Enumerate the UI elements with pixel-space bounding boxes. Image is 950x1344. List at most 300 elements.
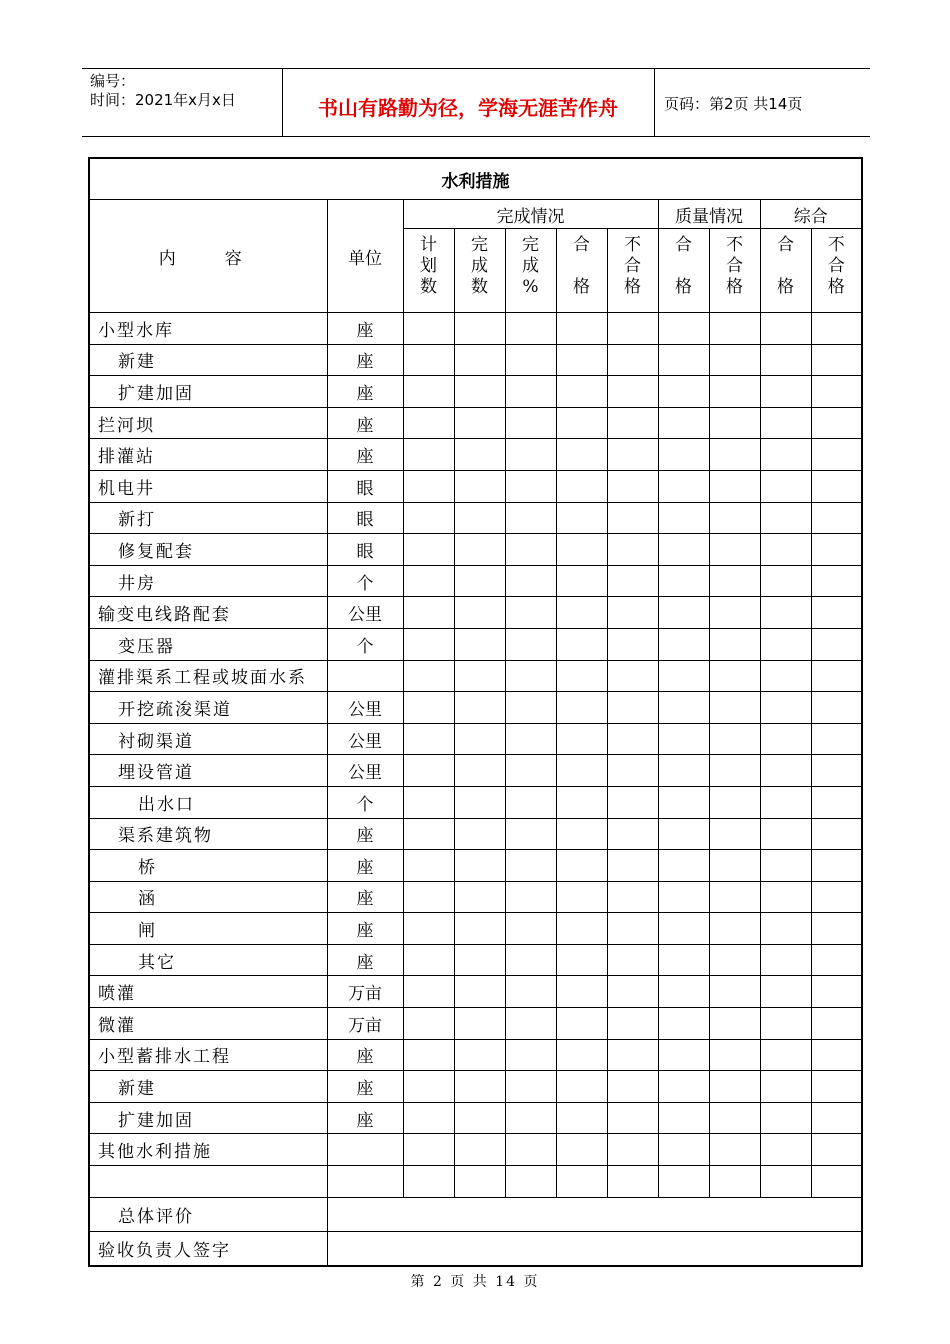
data-cell[interactable] [505,313,556,345]
data-cell[interactable] [760,470,811,502]
data-cell[interactable] [709,881,760,913]
data-cell[interactable] [658,470,709,502]
data-cell[interactable] [760,881,811,913]
data-cell[interactable] [811,1071,862,1103]
row-unit: 座 [327,439,403,471]
row-unit: 眼 [327,534,403,566]
data-cell[interactable] [403,1008,454,1040]
data-cell[interactable] [760,534,811,566]
data-cell[interactable] [454,786,505,818]
data-cell[interactable] [811,1008,862,1040]
data-cell[interactable] [556,1039,607,1071]
data-cell[interactable] [811,376,862,408]
data-cell[interactable] [709,913,760,945]
data-cell[interactable] [454,755,505,787]
data-cell[interactable] [556,313,607,345]
data-cell[interactable] [556,850,607,882]
water-measures-table [88,157,863,1267]
data-cell[interactable] [403,1134,454,1166]
data-cell[interactable] [811,407,862,439]
row-unit: 座 [327,944,403,976]
data-cell[interactable] [403,1166,454,1198]
data-cell[interactable] [607,313,658,345]
data-cell[interactable] [607,881,658,913]
data-cell[interactable] [505,1008,556,1040]
data-cell[interactable] [709,944,760,976]
data-cell[interactable] [658,850,709,882]
data-cell[interactable] [607,407,658,439]
data-cell[interactable] [403,439,454,471]
data-cell[interactable] [454,692,505,724]
data-cell[interactable] [454,470,505,502]
header-top-rule [82,68,870,69]
data-cell[interactable] [709,818,760,850]
row-label: 新建 [89,344,327,376]
data-cell[interactable] [403,470,454,502]
data-cell[interactable] [709,1166,760,1198]
data-cell[interactable] [760,597,811,629]
data-cell[interactable] [760,944,811,976]
data-cell[interactable] [607,376,658,408]
data-cell[interactable] [709,313,760,345]
data-cell[interactable] [556,944,607,976]
data-cell[interactable] [760,1134,811,1166]
data-cell[interactable] [658,1039,709,1071]
data-cell[interactable] [607,1134,658,1166]
table-row [89,660,862,692]
data-cell[interactable] [811,1134,862,1166]
data-cell[interactable] [811,344,862,376]
data-cell[interactable] [709,1071,760,1103]
data-cell[interactable] [811,944,862,976]
data-cell[interactable] [454,1008,505,1040]
data-cell[interactable] [658,534,709,566]
sub-header-qualified: 合 格 [556,229,607,313]
data-cell[interactable] [454,850,505,882]
data-cell[interactable] [658,376,709,408]
data-cell[interactable] [505,565,556,597]
data-cell[interactable] [658,628,709,660]
data-cell[interactable] [454,376,505,408]
table-row [89,470,862,502]
data-cell[interactable] [811,755,862,787]
data-cell[interactable] [658,881,709,913]
data-cell[interactable] [556,344,607,376]
data-cell[interactable] [607,1008,658,1040]
data-cell[interactable] [607,723,658,755]
data-cell[interactable] [811,1166,862,1198]
data-cell[interactable] [556,755,607,787]
data-cell[interactable] [811,818,862,850]
data-cell[interactable] [811,597,862,629]
data-cell[interactable] [658,565,709,597]
data-cell[interactable] [505,723,556,755]
row-label: 小型水库 [89,313,327,345]
signature-field[interactable] [327,1231,862,1266]
data-cell[interactable] [556,407,607,439]
table-row [89,376,862,408]
row-unit: 座 [327,313,403,345]
data-cell[interactable] [709,786,760,818]
data-cell[interactable] [811,439,862,471]
data-cell[interactable] [505,913,556,945]
data-cell[interactable] [505,534,556,566]
data-cell[interactable] [454,1071,505,1103]
data-cell[interactable] [556,470,607,502]
table-row [89,723,862,755]
row-label: 闸 [89,913,327,945]
data-cell[interactable] [607,755,658,787]
data-cell[interactable] [607,1166,658,1198]
row-label: 输变电线路配套 [89,597,327,629]
row-label: 开挖疏浚渠道 [89,692,327,724]
data-cell[interactable] [760,1071,811,1103]
data-cell[interactable] [658,1071,709,1103]
data-cell[interactable] [403,344,454,376]
row-label: 拦河坝 [89,407,327,439]
data-cell[interactable] [811,976,862,1008]
data-cell[interactable] [556,534,607,566]
data-cell[interactable] [403,313,454,345]
data-cell[interactable] [658,976,709,1008]
data-cell[interactable] [556,1102,607,1134]
data-cell[interactable] [811,1039,862,1071]
data-cell[interactable] [658,786,709,818]
data-cell[interactable] [709,976,760,1008]
signature-label: 验收负责人签字 [89,1231,327,1266]
data-cell[interactable] [454,1102,505,1134]
data-cell[interactable] [454,597,505,629]
sub-header-completed-pct: 完 成 % [505,229,556,313]
data-cell[interactable] [505,502,556,534]
data-cell[interactable] [658,755,709,787]
data-cell[interactable] [556,439,607,471]
data-cell[interactable] [505,470,556,502]
data-cell[interactable] [607,1071,658,1103]
data-cell[interactable] [760,376,811,408]
row-unit: 个 [327,786,403,818]
table-row [89,976,862,1008]
data-cell[interactable] [556,1008,607,1040]
data-cell[interactable] [403,692,454,724]
data-cell[interactable] [760,755,811,787]
data-cell[interactable] [658,660,709,692]
data-cell[interactable] [403,944,454,976]
data-cell[interactable] [658,502,709,534]
data-cell[interactable] [556,1071,607,1103]
data-cell[interactable] [811,723,862,755]
data-cell[interactable] [709,1008,760,1040]
data-cell[interactable] [811,786,862,818]
data-cell[interactable] [811,1102,862,1134]
data-cell[interactable] [658,1008,709,1040]
data-cell[interactable] [556,692,607,724]
data-cell[interactable] [811,692,862,724]
data-cell[interactable] [607,597,658,629]
data-cell[interactable] [658,692,709,724]
table-row [89,597,862,629]
row-unit: 公里 [327,597,403,629]
row-unit [327,660,403,692]
data-cell[interactable] [556,786,607,818]
data-cell[interactable] [454,1134,505,1166]
table-row [89,881,862,913]
data-cell[interactable] [403,1102,454,1134]
data-cell[interactable] [607,1039,658,1071]
data-cell[interactable] [505,818,556,850]
row-label: 新建 [89,1071,327,1103]
row-label: 变压器 [89,628,327,660]
data-cell[interactable] [709,755,760,787]
data-cell[interactable] [658,818,709,850]
data-cell[interactable] [709,1134,760,1166]
data-cell[interactable] [556,881,607,913]
data-cell[interactable] [760,439,811,471]
data-cell[interactable] [760,723,811,755]
row-unit: 座 [327,1039,403,1071]
data-cell[interactable] [454,344,505,376]
data-cell[interactable] [454,502,505,534]
data-cell[interactable] [556,565,607,597]
data-cell[interactable] [403,660,454,692]
data-cell[interactable] [454,534,505,566]
data-cell[interactable] [454,723,505,755]
data-cell[interactable] [607,1102,658,1134]
data-cell[interactable] [607,913,658,945]
data-cell[interactable] [505,1039,556,1071]
data-cell[interactable] [505,439,556,471]
data-cell[interactable] [607,470,658,502]
data-cell[interactable] [403,502,454,534]
data-cell[interactable] [454,818,505,850]
data-cell[interactable] [403,565,454,597]
data-cell[interactable] [403,1039,454,1071]
row-unit: 公里 [327,755,403,787]
data-cell[interactable] [607,628,658,660]
data-cell[interactable] [709,439,760,471]
data-cell[interactable] [811,881,862,913]
data-cell[interactable] [811,913,862,945]
data-cell[interactable] [811,628,862,660]
data-cell[interactable] [505,376,556,408]
data-cell[interactable] [811,470,862,502]
data-cell[interactable] [403,376,454,408]
data-cell[interactable] [403,755,454,787]
data-cell[interactable] [403,407,454,439]
data-cell[interactable] [760,1008,811,1040]
data-cell[interactable] [709,1039,760,1071]
data-cell[interactable] [709,502,760,534]
data-cell[interactable] [607,344,658,376]
data-cell[interactable] [760,407,811,439]
data-cell[interactable] [505,628,556,660]
data-cell[interactable] [403,534,454,566]
row-unit [327,1134,403,1166]
data-cell[interactable] [658,313,709,345]
row-label: 微灌 [89,1008,327,1040]
table-row [89,755,862,787]
data-cell[interactable] [505,1071,556,1103]
row-label: 其他水利措施 [89,1134,327,1166]
data-cell[interactable] [556,502,607,534]
row-unit: 座 [327,818,403,850]
data-cell[interactable] [607,850,658,882]
data-cell[interactable] [505,407,556,439]
data-cell[interactable] [709,565,760,597]
data-cell[interactable] [556,1166,607,1198]
data-cell[interactable] [454,313,505,345]
data-cell[interactable] [607,565,658,597]
data-cell[interactable] [505,944,556,976]
data-cell[interactable] [403,913,454,945]
data-cell[interactable] [454,660,505,692]
data-cell[interactable] [658,1166,709,1198]
data-cell[interactable] [403,597,454,629]
data-cell[interactable] [760,692,811,724]
data-cell[interactable] [709,628,760,660]
data-cell[interactable] [658,723,709,755]
data-cell[interactable] [403,1071,454,1103]
data-cell[interactable] [760,1166,811,1198]
data-cell[interactable] [505,881,556,913]
data-cell[interactable] [658,1102,709,1134]
data-cell[interactable] [709,470,760,502]
data-cell[interactable] [760,786,811,818]
table-row [89,1071,862,1103]
data-cell[interactable] [607,439,658,471]
data-cell[interactable] [760,1039,811,1071]
data-cell[interactable] [454,944,505,976]
data-cell[interactable] [709,660,760,692]
data-cell[interactable] [760,660,811,692]
data-cell[interactable] [556,723,607,755]
data-cell[interactable] [607,976,658,1008]
row-label: 桥 [89,850,327,882]
data-cell[interactable] [760,628,811,660]
overall-eval-field[interactable] [327,1197,862,1231]
sub-header-completed-num: 完 成 数 [454,229,505,313]
data-cell[interactable] [454,439,505,471]
data-cell[interactable] [454,628,505,660]
data-cell[interactable] [658,439,709,471]
overall-eval-row [89,1197,862,1231]
data-cell[interactable] [760,818,811,850]
data-cell[interactable] [709,692,760,724]
data-cell[interactable] [505,1102,556,1134]
data-cell[interactable] [709,850,760,882]
data-cell[interactable] [811,502,862,534]
data-cell[interactable] [607,692,658,724]
row-unit: 万亩 [327,1008,403,1040]
data-cell[interactable] [556,597,607,629]
data-cell[interactable] [658,944,709,976]
data-cell[interactable] [811,313,862,345]
data-cell[interactable] [709,534,760,566]
data-cell[interactable] [607,502,658,534]
row-label: 小型蓄排水工程 [89,1039,327,1071]
data-cell[interactable] [454,976,505,1008]
data-cell[interactable] [556,376,607,408]
data-cell[interactable] [658,407,709,439]
data-cell[interactable] [556,628,607,660]
data-cell[interactable] [505,976,556,1008]
table-row [89,439,862,471]
data-cell[interactable] [658,1134,709,1166]
data-cell[interactable] [760,913,811,945]
data-cell[interactable] [505,692,556,724]
sub-header-unqualified: 不 合 格 [607,229,658,313]
data-cell[interactable] [454,913,505,945]
data-cell[interactable] [403,881,454,913]
data-cell[interactable] [505,850,556,882]
row-unit: 座 [327,913,403,945]
data-cell[interactable] [811,534,862,566]
data-cell[interactable] [760,565,811,597]
data-cell[interactable] [454,407,505,439]
data-cell[interactable] [505,660,556,692]
data-cell[interactable] [607,786,658,818]
data-cell[interactable] [607,534,658,566]
data-cell[interactable] [454,1039,505,1071]
data-cell[interactable] [403,628,454,660]
data-cell[interactable] [709,376,760,408]
data-cell[interactable] [811,660,862,692]
data-cell[interactable] [403,723,454,755]
data-cell[interactable] [709,1102,760,1134]
data-cell[interactable] [607,660,658,692]
data-cell[interactable] [760,344,811,376]
data-cell[interactable] [403,976,454,1008]
data-cell[interactable] [505,1166,556,1198]
data-cell[interactable] [811,850,862,882]
header-date: 时间：2021年x月x日 [90,91,236,109]
data-cell[interactable] [505,1134,556,1166]
data-cell[interactable] [505,597,556,629]
data-cell[interactable] [454,881,505,913]
data-cell[interactable] [454,565,505,597]
data-cell[interactable] [505,344,556,376]
data-cell[interactable] [403,786,454,818]
data-cell[interactable] [709,723,760,755]
data-cell[interactable] [403,818,454,850]
data-cell[interactable] [709,344,760,376]
data-cell[interactable] [760,313,811,345]
data-cell[interactable] [556,1134,607,1166]
data-cell[interactable] [607,818,658,850]
data-cell[interactable] [811,565,862,597]
data-cell[interactable] [556,660,607,692]
data-cell[interactable] [760,1102,811,1134]
data-cell[interactable] [709,597,760,629]
data-cell[interactable] [505,786,556,818]
table-row [89,344,862,376]
data-cell[interactable] [658,597,709,629]
data-cell[interactable] [556,913,607,945]
data-cell[interactable] [760,976,811,1008]
data-cell[interactable] [454,1166,505,1198]
data-cell[interactable] [760,850,811,882]
data-cell[interactable] [658,344,709,376]
data-cell[interactable] [403,850,454,882]
data-cell[interactable] [709,407,760,439]
data-cell[interactable] [505,755,556,787]
data-cell[interactable] [760,502,811,534]
data-cell[interactable] [556,818,607,850]
data-cell[interactable] [607,944,658,976]
sub-header-planned: 计 划 数 [403,229,454,313]
data-cell[interactable] [556,976,607,1008]
data-cell[interactable] [658,913,709,945]
